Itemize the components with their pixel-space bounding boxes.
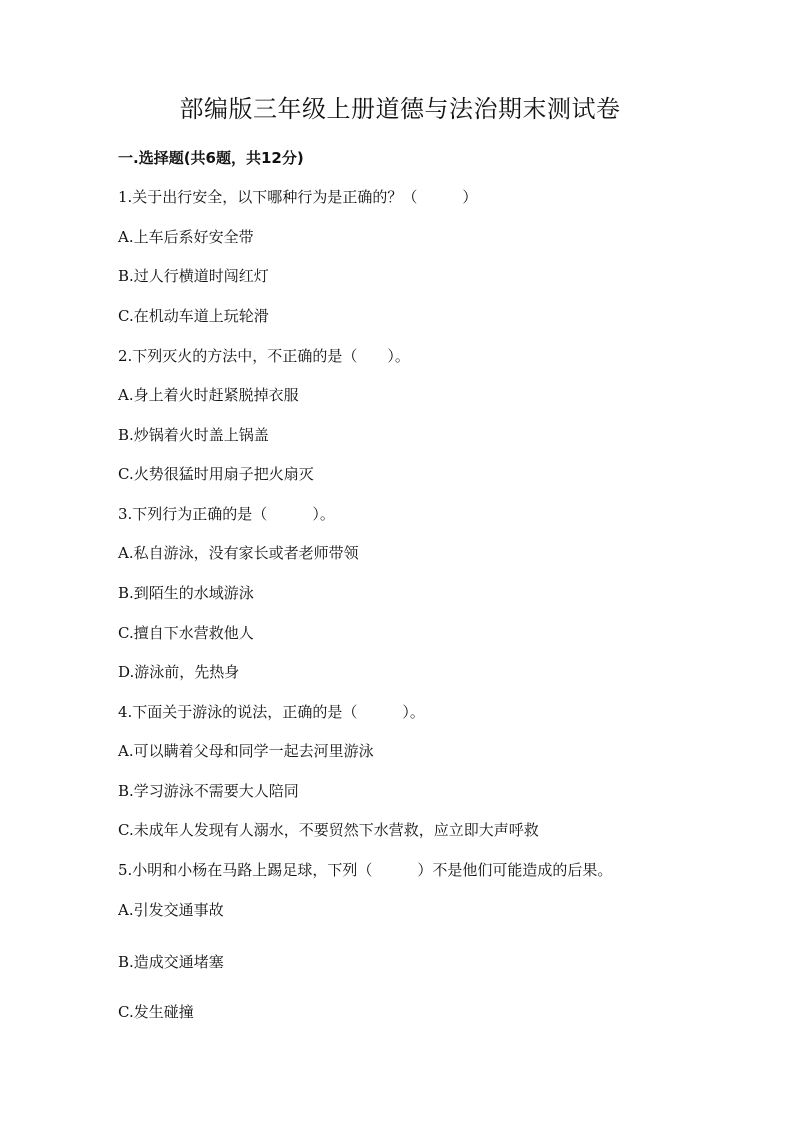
question-5-option-c: C.发生碰撞: [118, 1003, 194, 1021]
question-5-option-b: B.造成交通堵塞: [118, 953, 224, 971]
question-3-option-d: D.游泳前，先热身: [118, 663, 240, 681]
question-4-option-c: C.未成年人发现有人溺水，不要贸然下水营救，应立即大声呼救: [118, 821, 539, 839]
question-2-option-c: C.火势很猛时用扇子把火扇灭: [118, 465, 314, 483]
section-heading: 一.选择题(共6题，共12分): [118, 149, 304, 167]
question-2-option-a: A.身上着火时赶紧脱掉衣服: [118, 386, 299, 404]
question-3-option-a: A.私自游泳，没有家长或者老师带领: [118, 544, 359, 562]
question-3-option-c: C.擅自下水营救他人: [118, 624, 254, 642]
question-4-option-a: A.可以瞒着父母和同学一起去河里游泳: [118, 742, 374, 760]
question-2-stem: 2.下列灭火的方法中，不正确的是（ ）。: [118, 347, 410, 365]
question-4-option-b: B.学习游泳不需要大人陪同: [118, 782, 299, 800]
question-5-stem: 5.小明和小杨在马路上踢足球，下列（ ）不是他们可能造成的后果。: [118, 861, 613, 879]
question-1-stem: 1.关于出行安全，以下哪种行为是正确的？（ ）: [118, 188, 478, 206]
question-2-option-b: B.炒锅着火时盖上锅盖: [118, 426, 269, 444]
question-3-option-b: B.到陌生的水域游泳: [118, 584, 254, 602]
question-5-option-a: A.引发交通事故: [118, 901, 224, 919]
question-3-stem: 3.下列行为正确的是（ ）。: [118, 505, 335, 523]
question-1-option-c: C.在机动车道上玩轮滑: [118, 307, 269, 325]
page-title: 部编版三年级上册道德与法治期末测试卷: [179, 95, 621, 123]
question-1-option-a: A.上车后系好安全带: [118, 228, 254, 246]
question-1-option-b: B.过人行横道时闯红灯: [118, 267, 269, 285]
question-4-stem: 4.下面关于游泳的说法，正确的是（ ）。: [118, 703, 425, 721]
